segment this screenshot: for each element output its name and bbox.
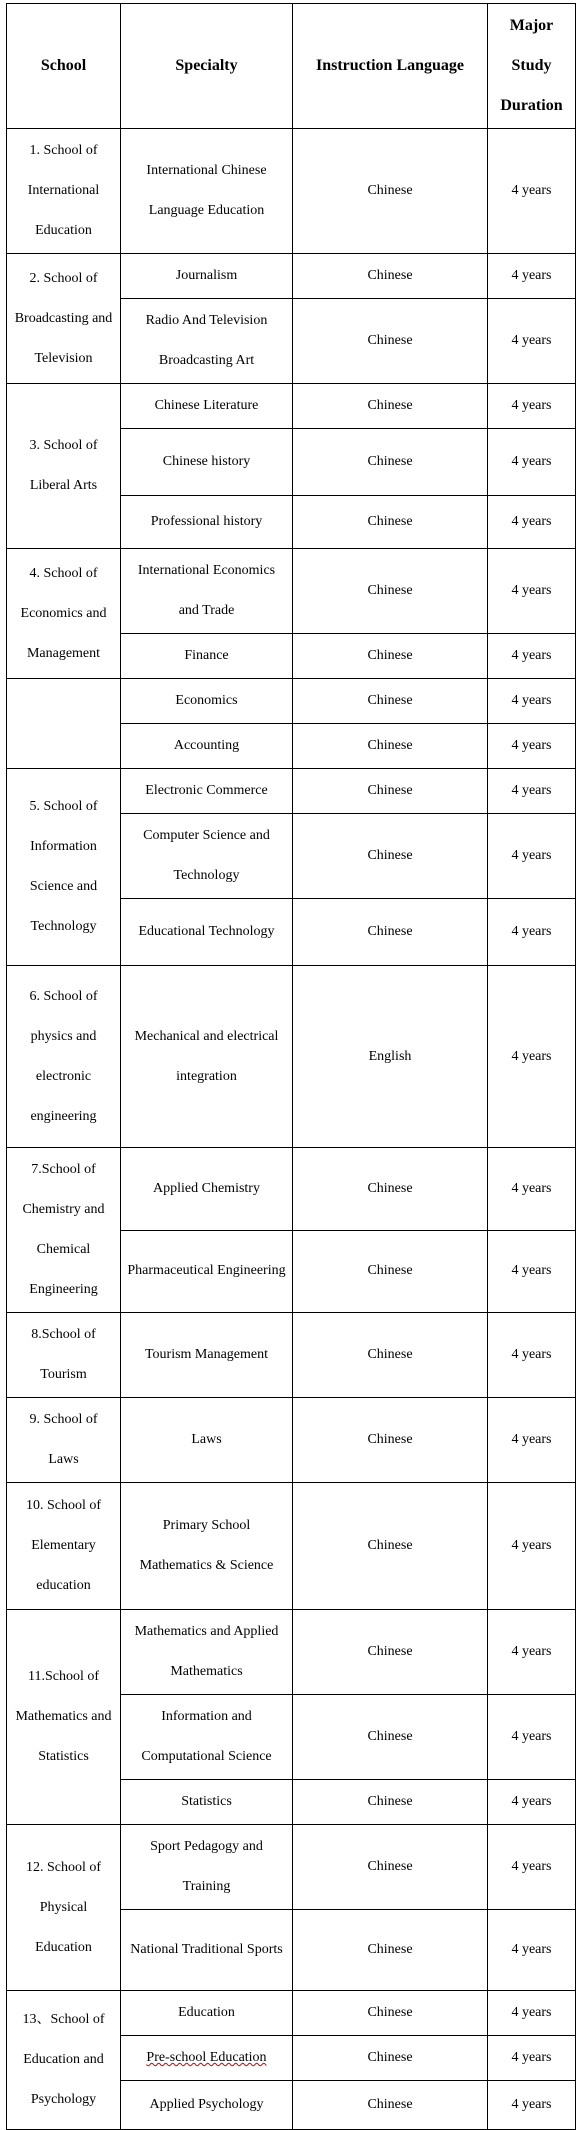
language-cell: Chinese (293, 1695, 488, 1780)
table-row (7, 254, 576, 299)
duration-cell: 4 years (488, 129, 576, 254)
specialty-cell: Mathematics and Applied Mathematics (121, 1610, 293, 1695)
table-row (7, 1825, 576, 1910)
language-cell: Chinese (293, 1148, 488, 1231)
duration-cell: 4 years (488, 1695, 576, 1780)
language-cell: Chinese (293, 814, 488, 899)
language-cell: Chinese (293, 899, 488, 966)
table-row (7, 1483, 576, 1610)
header-specialty: Specialty (121, 4, 293, 129)
duration-cell: 4 years (488, 1910, 576, 1991)
table-row (7, 769, 576, 814)
duration-cell: 4 years (488, 1483, 576, 1610)
language-cell: Chinese (293, 1780, 488, 1825)
specialty-cell: Primary School Mathematics & Science (121, 1483, 293, 1610)
specialty-cell: Sport Pedagogy and Training (121, 1825, 293, 1910)
duration-cell: 4 years (488, 966, 576, 1148)
duration-cell: 4 years (488, 1398, 576, 1483)
specialty-cell: National Traditional Sports (121, 1910, 293, 1991)
school-cell: 7.School of Chemistry and Chemical Engineering (7, 1148, 121, 1313)
language-cell: Chinese (293, 1910, 488, 1991)
duration-cell: 4 years (488, 769, 576, 814)
duration-cell: 4 years (488, 899, 576, 966)
specialty-cell: Applied Chemistry (121, 1148, 293, 1231)
duration-cell: 4 years (488, 384, 576, 429)
duration-cell: 4 years (488, 1610, 576, 1695)
specialty-cell: Tourism Management (121, 1313, 293, 1398)
duration-cell: 4 years (488, 1230, 576, 1313)
specialty-cell: Chinese Literature (121, 384, 293, 429)
school-cell: 12. School of Physical Education (7, 1825, 121, 1991)
language-cell: Chinese (293, 1313, 488, 1398)
duration-cell: 4 years (488, 724, 576, 769)
school-cell: 6. School of physics and electronic engineering (7, 966, 121, 1148)
specialty-cell: Computer Science and Technology (121, 814, 293, 899)
duration-cell: 4 years (488, 549, 576, 634)
language-cell: Chinese (293, 1230, 488, 1313)
duration-cell: 4 years (488, 2036, 576, 2081)
duration-cell: 4 years (488, 496, 576, 549)
school-cell: 4. School of Economics and Management (7, 549, 121, 679)
language-cell: Chinese (293, 2036, 488, 2081)
table-row (7, 1313, 576, 1398)
table-row (7, 966, 576, 1148)
header-language: Instruction Language (293, 4, 488, 129)
header-school: School (7, 4, 121, 129)
language-cell: Chinese (293, 634, 488, 679)
school-cell: 9. School of Laws (7, 1398, 121, 1483)
duration-cell: 4 years (488, 2081, 576, 2130)
duration-cell: 4 years (488, 254, 576, 299)
specialty-cell: International Chinese Language Education (121, 129, 293, 254)
table-row (7, 1991, 576, 2036)
table-row (7, 129, 576, 254)
language-cell: Chinese (293, 129, 488, 254)
school-cell: 13、School of Education and Psychology (7, 1991, 121, 2130)
language-cell: Chinese (293, 299, 488, 384)
duration-cell: 4 years (488, 634, 576, 679)
language-cell: Chinese (293, 769, 488, 814)
language-cell: Chinese (293, 496, 488, 549)
specialty-cell: Laws (121, 1398, 293, 1483)
school-cell-empty (7, 679, 121, 769)
school-cell: 10. School of Elementary education (7, 1483, 121, 1610)
table-row (7, 1610, 576, 1695)
language-cell: Chinese (293, 549, 488, 634)
specialty-cell: Pharmaceutical Engineering (121, 1230, 293, 1313)
specialty-cell: Chinese history (121, 429, 293, 496)
duration-cell: 4 years (488, 1148, 576, 1231)
header-duration: Major Study Duration (488, 4, 576, 129)
specialty-cell: Economics (121, 679, 293, 724)
language-cell: Chinese (293, 1483, 488, 1610)
specialty-cell: Information and Computational Science (121, 1695, 293, 1780)
table-row (7, 1398, 576, 1483)
duration-cell: 4 years (488, 1991, 576, 2036)
school-cell: 3. School of Liberal Arts (7, 384, 121, 549)
header-row (7, 4, 576, 129)
language-cell: Chinese (293, 384, 488, 429)
specialty-cell: International Economics and Trade (121, 549, 293, 634)
specialty-text: Pre-school Education (146, 2050, 267, 2065)
specialty-cell: Mechanical and electrical integration (121, 966, 293, 1148)
language-cell: Chinese (293, 254, 488, 299)
table-row (7, 384, 576, 429)
programs-table (6, 3, 576, 2130)
table-row (7, 679, 576, 724)
duration-cell: 4 years (488, 429, 576, 496)
school-cell: 5. School of Information Science and Technology (7, 769, 121, 966)
school-cell: 8.School of Tourism (7, 1313, 121, 1398)
language-cell: Chinese (293, 724, 488, 769)
specialty-cell: Radio And Television Broadcasting Art (121, 299, 293, 384)
language-cell: Chinese (293, 2081, 488, 2130)
language-cell: Chinese (293, 1610, 488, 1695)
table-row (7, 549, 576, 634)
language-cell: English (293, 966, 488, 1148)
specialty-cell: Educational Technology (121, 899, 293, 966)
school-cell: 11.School of Mathematics and Statistics (7, 1610, 121, 1825)
specialty-cell: Electronic Commerce (121, 769, 293, 814)
language-cell: Chinese (293, 1398, 488, 1483)
specialty-cell: Professional history (121, 496, 293, 549)
language-cell: Chinese (293, 1991, 488, 2036)
language-cell: Chinese (293, 429, 488, 496)
specialty-cell: Journalism (121, 254, 293, 299)
specialty-cell: Accounting (121, 724, 293, 769)
language-cell: Chinese (293, 679, 488, 724)
duration-cell: 4 years (488, 1825, 576, 1910)
specialty-cell: Finance (121, 634, 293, 679)
duration-cell: 4 years (488, 679, 576, 724)
duration-cell: 4 years (488, 1780, 576, 1825)
school-cell: 1. School of International Education (7, 129, 121, 254)
specialty-cell: Education (121, 1991, 293, 2036)
duration-cell: 4 years (488, 814, 576, 899)
specialty-cell (121, 2036, 293, 2081)
duration-cell: 4 years (488, 1313, 576, 1398)
specialty-cell: Applied Psychology (121, 2081, 293, 2130)
duration-cell: 4 years (488, 299, 576, 384)
table-row (7, 1148, 576, 1231)
language-cell: Chinese (293, 1825, 488, 1910)
school-cell: 2. School of Broadcasting and Television (7, 254, 121, 384)
specialty-cell: Statistics (121, 1780, 293, 1825)
